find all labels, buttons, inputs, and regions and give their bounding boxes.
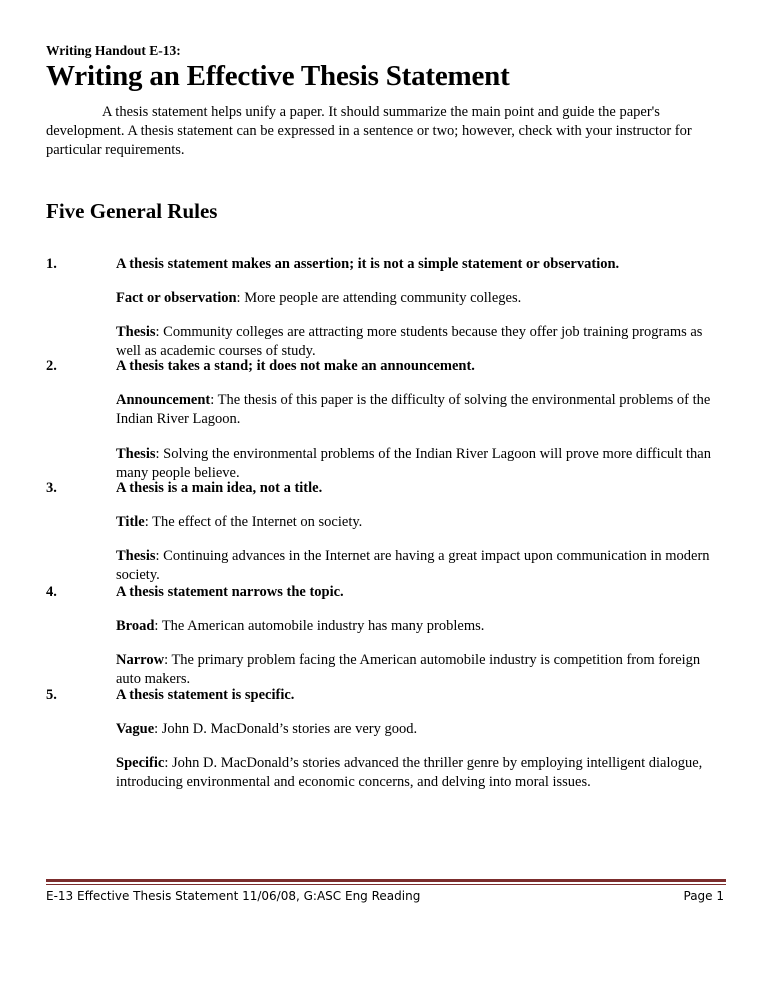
example-text: : More people are attending community colleges. (236, 290, 522, 306)
rule-example (116, 445, 726, 483)
rule-number: 2. (46, 358, 57, 374)
rule-example (116, 754, 726, 792)
document-title: Writing an Effective Thesis Statement (46, 60, 510, 92)
rule-example (116, 513, 726, 532)
example-text: : The primary problem facing the American automobile industry is competition from foreign auto makers. (116, 652, 701, 687)
example-text: : The effect of the Internet on society. (144, 514, 363, 530)
rule-number: 1. (46, 256, 57, 272)
rule-example (116, 617, 726, 636)
intro-paragraph: A thesis statement helps unify a paper. It should summarize the main point and guide the paper's development. A thesis statement can be expressed in a sentence or two; however, check with your instructor for particular requirements. (46, 104, 692, 158)
rule-heading: A thesis statement makes an assertion; it is not a simple statement or observation. (116, 256, 620, 272)
example-text: : Community colleges are attracting more students because they offer job training programs as well as academic courses of study. (116, 324, 703, 359)
example-label: Narrow (116, 652, 165, 668)
example-text: : Solving the environmental problems of the Indian River Lagoon will prove more difficult than many people believe. (116, 446, 711, 481)
rule-example (116, 289, 726, 308)
example-text: : John D. MacDonald’s stories are very good. (154, 721, 418, 737)
rule-example (116, 323, 726, 361)
example-label: Thesis (116, 446, 156, 462)
example-label: Thesis (116, 324, 156, 340)
footer-page-number: Page 1 (683, 889, 724, 903)
rule-number: 4. (46, 584, 57, 600)
rule-heading: A thesis statement is specific. (116, 687, 295, 703)
example-text: : The American automobile industry has many problems. (154, 618, 485, 634)
rule-heading: A thesis takes a stand; it does not make an announcement. (116, 358, 475, 374)
example-label: Title (116, 514, 145, 530)
rule-example (116, 720, 726, 739)
example-text: : Continuing advances in the Internet are having a great impact upon communication in modern society. (116, 548, 710, 583)
rule-number: 3. (46, 480, 57, 496)
example-text: : The thesis of this paper is the difficulty of solving the environmental problems of the Indian River Lagoon. (116, 392, 711, 427)
footer-document-info: E-13 Effective Thesis Statement 11/06/08, G:ASC Eng Reading (46, 889, 421, 903)
rule-example (116, 547, 726, 585)
footer-divider-thin (46, 884, 726, 885)
example-label: Announcement (116, 392, 211, 408)
rule-number: 5. (46, 687, 57, 703)
rule-heading: A thesis is a main idea, not a title. (116, 480, 323, 496)
example-label: Thesis (116, 548, 156, 564)
example-label: Fact or observation (116, 290, 237, 306)
footer-divider-thick (46, 879, 726, 882)
example-label: Specific (116, 755, 165, 771)
example-label: Broad (116, 618, 155, 634)
section-title: Five General Rules (46, 199, 218, 223)
handout-label: Writing Handout E-13: (46, 43, 181, 58)
rule-example (116, 651, 726, 689)
rule-example (116, 391, 726, 429)
rule-heading: A thesis statement narrows the topic. (116, 584, 344, 600)
example-text: : John D. MacDonald’s stories advanced the thriller genre by employing intelligent dialogue, introducing environmental and economic concerns, and delving into moral issues. (116, 755, 703, 790)
example-label: Vague (116, 721, 155, 737)
